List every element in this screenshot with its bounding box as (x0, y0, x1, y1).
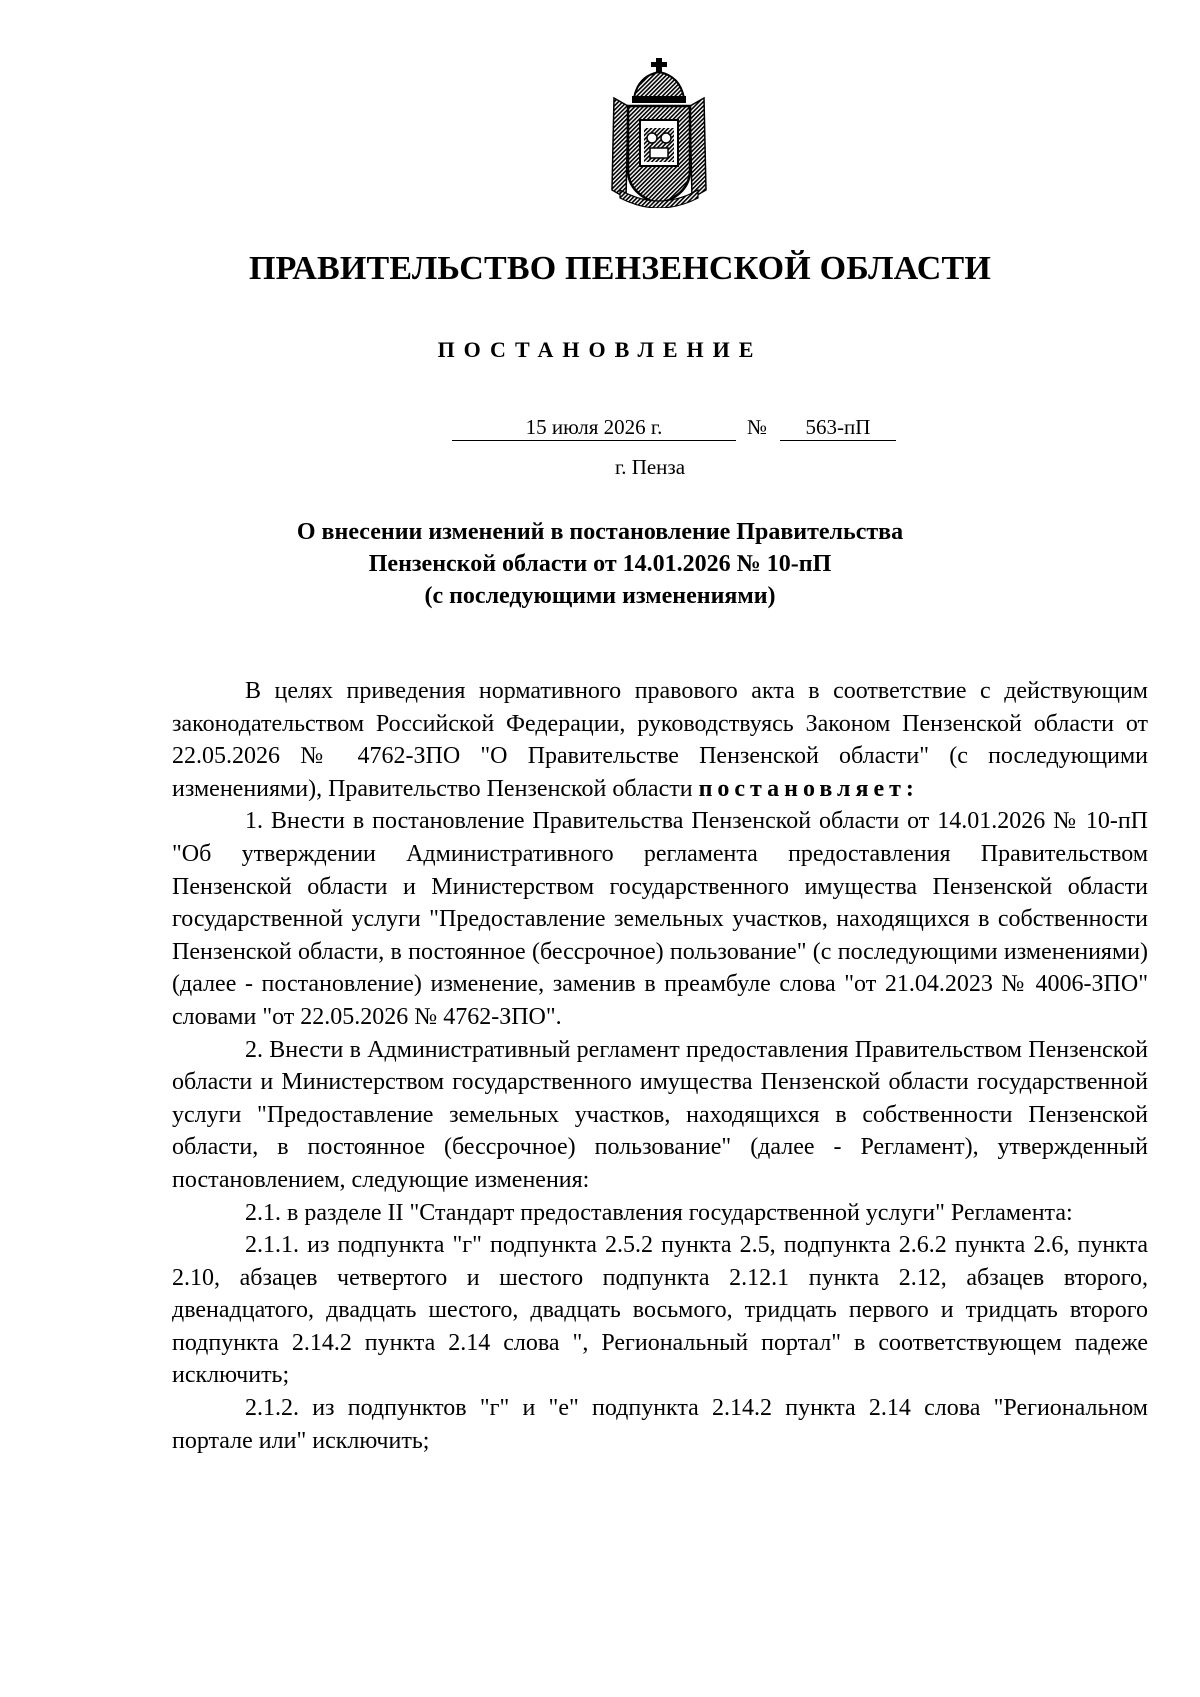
decree-subject (250, 516, 950, 612)
document-type: ПОСТАНОВЛЕНИЕ (437, 337, 763, 362)
subject-line: О внесении изменений в постановление Правительства (296, 519, 904, 545)
subject-line: Пензенской области от 14.01.2026 № 10-пП (368, 551, 832, 577)
subject-line: (с последующими изменениями) (424, 583, 776, 609)
decides-word: постановляет: (698, 775, 919, 802)
paragraph-item-2-1-1: 2.1.1. из подпункта "г" подпункта 2.5.2 пункта 2.5, подпункта 2.6.2 пункта 2.6, пункта 2.10, абзацев четвертого и шестого подпункта 2.12.1 пункта 2.12, абзацев второго, двенадцатого, двадцать шестого, двадцать восьмого, тридцать первого и тридцать второго подпункта 2.14.2 пункта 2.14 слова ", Региональный портал" в соответствующем падеже исключить; (172, 1232, 1148, 1389)
paragraph-item-2-1: 2.1. в разделе II "Стандарт предоставления государственной услуги" Регламента: (245, 1199, 1073, 1226)
preamble-text: В целях приведения нормативного правового акта в соответствие с действующим законодательством Российской Федерации, руководствуясь Законом Пензенской области от 22.05.2026 № 4762-ЗПО "О Правительстве Пензенской области" (с последующими изменениями), Правительство Пензенской области (172, 678, 1148, 802)
city: г. Пенза (614, 455, 686, 479)
government-title: ПРАВИТЕЛЬСТВО ПЕНЗЕНСКОЙ ОБЛАСТИ (248, 250, 991, 287)
decree-body (172, 675, 1148, 1457)
paragraph-item-1: 1. Внести в постановление Правительства Пензенской области от 14.01.2026 № 10-пП "Об утверждении Административного регламента предоставления Правительством Пензенской области и Министерством государственного имущества Пензенской области государственной услуги "Предоставление земельных участков, находящихся в собственности Пензенской области, в постоянное (бессрочное) пользование" (с последующими изменениями) (далее - постановление) изменение, заменив в преамбуле слова "от 21.04.2023 № 4006-ЗПО" словами "от 22.05.2026 № 4762-ЗПО". (172, 808, 1148, 1030)
paragraph-item-2-1-2: 2.1.2. из подпунктов "г" и "е" подпункта 2.14.2 пункта 2.14 слова "Региональном портале или" исключить; (172, 1395, 1148, 1454)
decree-number: 563-пП (780, 414, 896, 441)
coat-of-arms-emblem (606, 58, 712, 208)
paragraph-item-2: 2. Внести в Административный регламент предоставления Правительством Пензенской области и Министерством государственного имущества Пензенской области государственной услуги "Предоставление земельных участков, находящихся в собственности Пензенской области, в постоянное (бессрочное) пользование" (далее - Регламент), утвержденный постановлением, следующие изменения: (172, 1036, 1148, 1193)
number-sign: № (747, 415, 768, 439)
preamble-paragraph (172, 675, 1148, 805)
decree-date: 15 июля 2026 г. (452, 414, 736, 441)
